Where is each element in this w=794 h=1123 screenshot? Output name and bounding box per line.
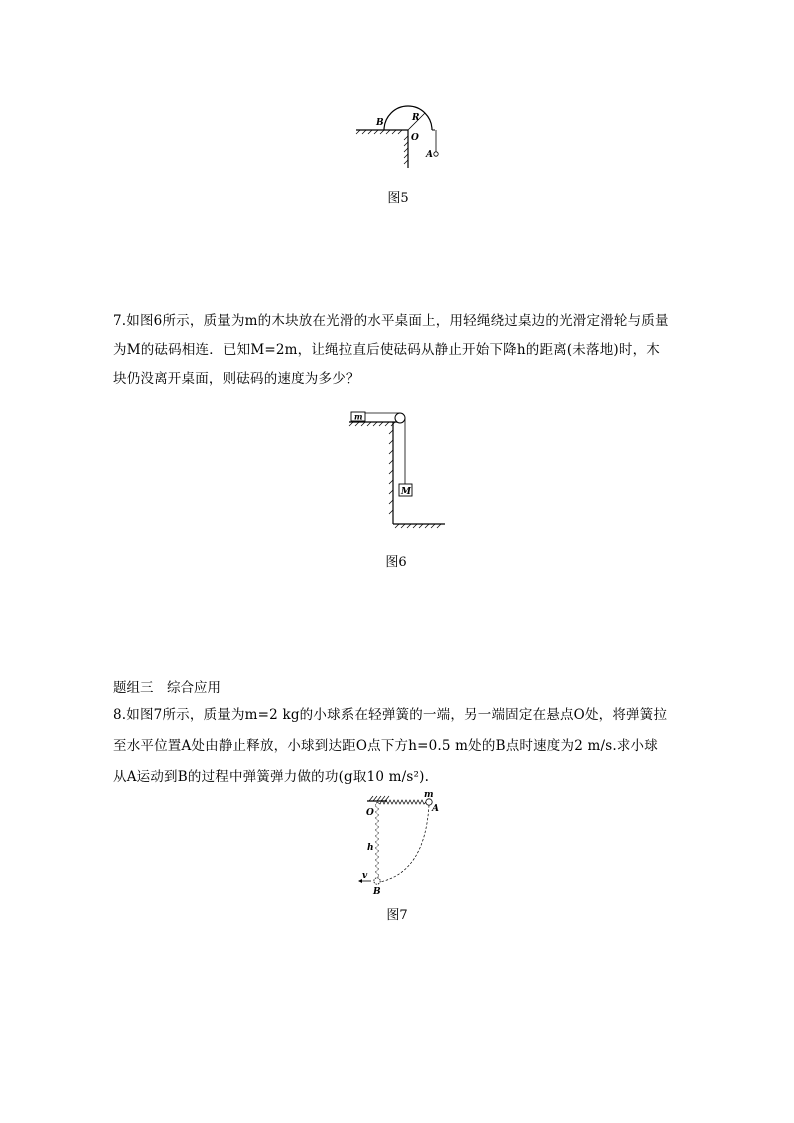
figure-5-caption: 图5: [387, 191, 409, 206]
figure-6-diagram: [345, 408, 449, 532]
figure-5-diagram: [350, 96, 450, 168]
section-heading: 题组三 综合应用: [113, 680, 221, 696]
figure-7-caption: 图7: [386, 908, 408, 923]
question-8-line-2: 至水平位置A处由静止释放，小球到达距O点下方h=0.5 m处的B点时速度为2 m/s.求小球: [113, 738, 658, 754]
question-7-line-3: 块仍没离开桌面，则砝码的速度为多少？: [113, 371, 360, 387]
question-7-line-1: 7.如图6所示，质量为m的木块放在光滑的水平桌面上，用轻绳绕过桌边的光滑定滑轮与质量: [113, 313, 669, 329]
fig5-label-b: B: [376, 118, 384, 128]
fig6-label-big-m: M: [401, 487, 411, 497]
question-8-line-3: 从A运动到B的过程中弹簧弹力做的功(g取10 m/s²).: [113, 769, 430, 785]
fig7-label-v: v: [362, 871, 368, 881]
fig7-label-m: m: [424, 792, 434, 800]
question-7-line-2: 为M的砝码相连．已知M=2m，让绳拉直后使砝码从静止开始下降h的距离(未落地)时，木: [113, 342, 660, 358]
fig5-label-r: R: [412, 113, 420, 123]
question-8-line-1: 8.如图7所示，质量为m=2 kg的小球系在轻弹簧的一端，另一端固定在悬点O处，将弹簧拉: [113, 707, 668, 723]
fig7-label-o: O: [366, 808, 374, 818]
fig6-label-m: m: [354, 411, 363, 422]
figure-6-caption: 图6: [385, 555, 407, 570]
fig7-label-h: h: [367, 843, 374, 853]
fig5-label-a: A: [426, 150, 433, 160]
fig7-label-b: B: [373, 887, 381, 897]
fig7-label-a: A: [432, 804, 439, 814]
figure-7-diagram: [355, 792, 445, 898]
fig5-label-o: O: [411, 133, 419, 143]
